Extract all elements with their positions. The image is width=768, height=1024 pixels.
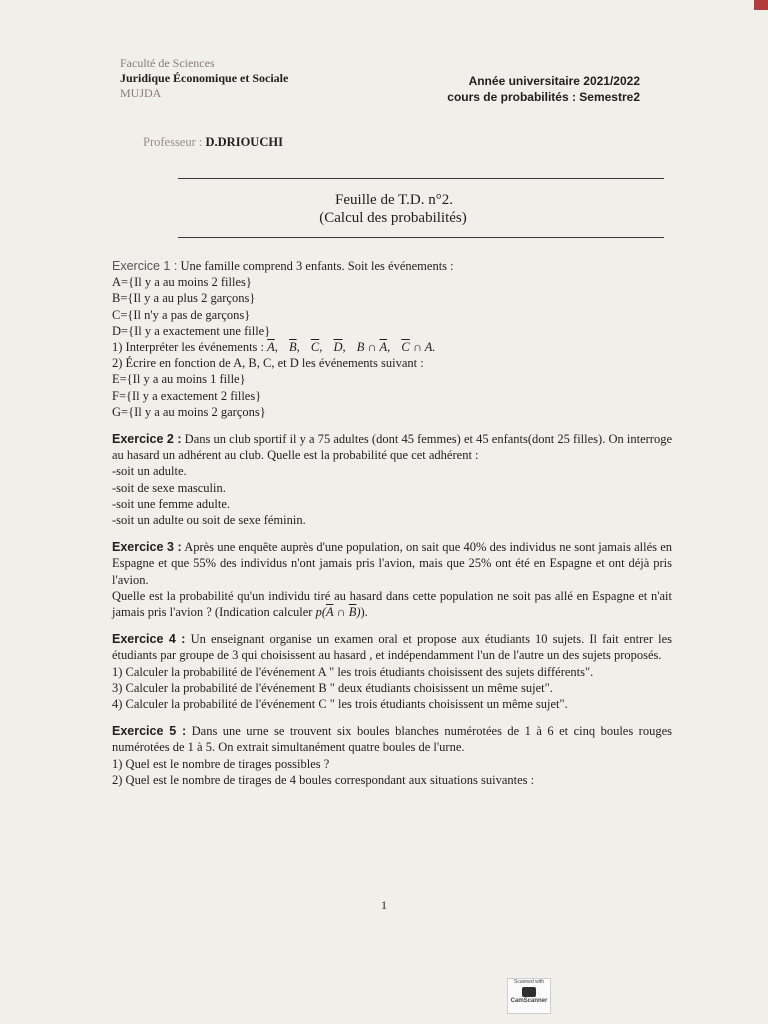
event-b: B={Il y a au plus 2 garçons} (112, 291, 256, 306)
formula-not-a: $\overline{A}$ (326, 605, 334, 620)
exercise-1-intro: Une famille comprend 3 enfants. Soit les événements : (180, 259, 454, 273)
scanner-caption: Scanned with (513, 979, 545, 985)
exercise-3-question (112, 588, 672, 620)
exercise-4-label: Exercice 4 : (112, 632, 186, 647)
exercise-3 (112, 539, 672, 620)
exercise-5-item-1: 1) Quel est le nombre de tirages possibles ? (112, 756, 330, 771)
exercise-3-question-end: ). (360, 605, 368, 620)
exercise-5 (112, 723, 672, 788)
b-inter-not-a-b: B ∩ (356, 340, 380, 355)
exercise-4-item-2: 3) Calculer la probabilité de l'événement B " deux étudiants choisissent un même sujet". (112, 680, 553, 695)
exercise-2-item-3: -soit une femme adulte. (112, 496, 231, 511)
event-g: G={Il y a au moins 2 garçons} (112, 404, 266, 419)
exercise-1-question-1: 1) Interpréter les événements : $\overline{A}$, $\overline{B}$, $\overline{C}$, $\overline{D}$, B ∩ $\overline{A}$, $\overline{C}$ ∩ A. (112, 340, 436, 355)
top-divider (178, 178, 664, 179)
professor-role: Professeur : (143, 135, 203, 149)
academic-year: Année universitaire 2021/2022 (468, 74, 640, 88)
exercise-1-question-2: 2) Écrire en fonction de A, B, C, et D les événements suivant : (112, 356, 424, 371)
exercise-3-label: Exercice 3 : (112, 540, 182, 555)
complement-b: $\overline{B}$ (289, 340, 297, 355)
not-c-inter-a-c: $\overline{C}$ (401, 340, 410, 355)
exercise-3-question-text: Quelle est la probabilité qu'un individu tiré au hasard dans cette population ne soit pas allé en Espagne et n'ait jamais pris l'avion ? (Indication calculer (112, 588, 672, 620)
formula-close: ) (356, 605, 361, 620)
scanner-brand: CamScanner (510, 998, 548, 1004)
university-acronym: MUJDA (120, 86, 162, 100)
camscanner-logo-icon (522, 987, 536, 997)
corner-mark (754, 0, 768, 10)
b-inter-not-a-a: $\overline{A}$ (379, 340, 388, 355)
exercise-2-item-2: -soit de sexe masculin. (112, 480, 226, 495)
event-e: E={Il y a au moins 1 fille} (112, 372, 246, 387)
exercise-4-item-1: 1) Calculer la probabilité de l'événement A " les trois étudiants choisissent des sujets différents". (112, 664, 594, 679)
camscanner-badge (507, 978, 551, 1014)
event-a: A={Il y a au moins 2 filles} (112, 275, 252, 290)
complement-d: $\overline{D}$ (333, 340, 343, 355)
professor-name: D.DRIOUCHI (205, 135, 283, 149)
exercise-4 (112, 631, 672, 712)
complement-c: $\overline{C}$ (310, 340, 320, 355)
exercise-5-item-2: 2) Quel est le nombre de tirages de 4 boules correspondant aux situations suivantes : (112, 772, 535, 787)
exercise-1-label: Exercice 1 : (112, 259, 178, 273)
faculty-department: Juridique Économique et Sociale (120, 71, 289, 85)
exercise-4-text: Un enseignant organise un examen oral et propose aux étudiants 10 sujets. Il fait entrer les étudiants par groupe de 3 qui choisissent au hasard , et indépendamment l'un de l'autre un des sujets proposés. (112, 632, 672, 663)
sheet-title-sub: (Calcul des probabilités) (319, 210, 467, 226)
bottom-divider (178, 237, 664, 238)
not-c-inter-a-rest: ∩ A. (409, 340, 436, 355)
exercise-2-label: Exercice 2 : (112, 432, 182, 447)
formula-p: p( (315, 605, 326, 620)
formula-cap: ∩ (333, 605, 349, 620)
sheet-title-main: Feuille de T.D. n°2. (335, 192, 453, 208)
exercise-2-item-1: -soit un adulte. (112, 464, 187, 479)
course-header (447, 73, 640, 105)
exercise-3-text: Après une enquête auprès d'une population, on sait que 40% des individus ne sont jamais allés en Espagne et que 55% des individus n'ont jamais pris l'avion, mais que 25% ont été en Espagne et ont déjà pris l'avion. (112, 540, 672, 587)
event-d: D={Il y a exactement une fille} (112, 323, 271, 338)
exercise-2-text: Dans un club sportif il y a 75 adultes (dont 45 femmes) et 45 enfants(dont 25 filles). On interroge au hasard un adhérent au club. Quelle est la probabilité que cet adhérent : (112, 432, 672, 463)
faculty-name: Faculté de Sciences (120, 56, 215, 70)
event-c: C={Il n'y a pas de garçons} (112, 307, 251, 322)
formula-not-b: $\overline{B}$ (348, 605, 357, 620)
page-number: 1 (381, 898, 387, 912)
exercise-2 (112, 431, 672, 528)
faculty-header (120, 56, 288, 101)
sheet-title (0, 191, 768, 227)
course-semester: cours de probabilités : Semestre2 (447, 90, 640, 104)
question-1-text: 1) Interpréter les événements : (112, 340, 265, 355)
exercise-1 (112, 258, 672, 420)
exercises (112, 258, 672, 799)
exercise-2-item-4: -soit un adulte ou soit de sexe féminin. (112, 513, 306, 528)
event-f: F={Il y a exactement 2 filles} (112, 388, 262, 403)
exercise-5-label: Exercice 5 : (112, 724, 187, 739)
exercise-4-item-3: 4) Calculer la probabilité de l'événement C " les trois étudiants choisissent un même sujet". (112, 697, 568, 712)
exercise-5-text: Dans une urne se trouvent six boules blanches numérotées de 1 à 6 et cinq boules rouges numérotées de 1 à 5. On extrait simultanément quatre boules de l'urne. (112, 724, 672, 755)
professor-line (143, 135, 283, 150)
complement-a: $\overline{A}$ (267, 340, 275, 355)
